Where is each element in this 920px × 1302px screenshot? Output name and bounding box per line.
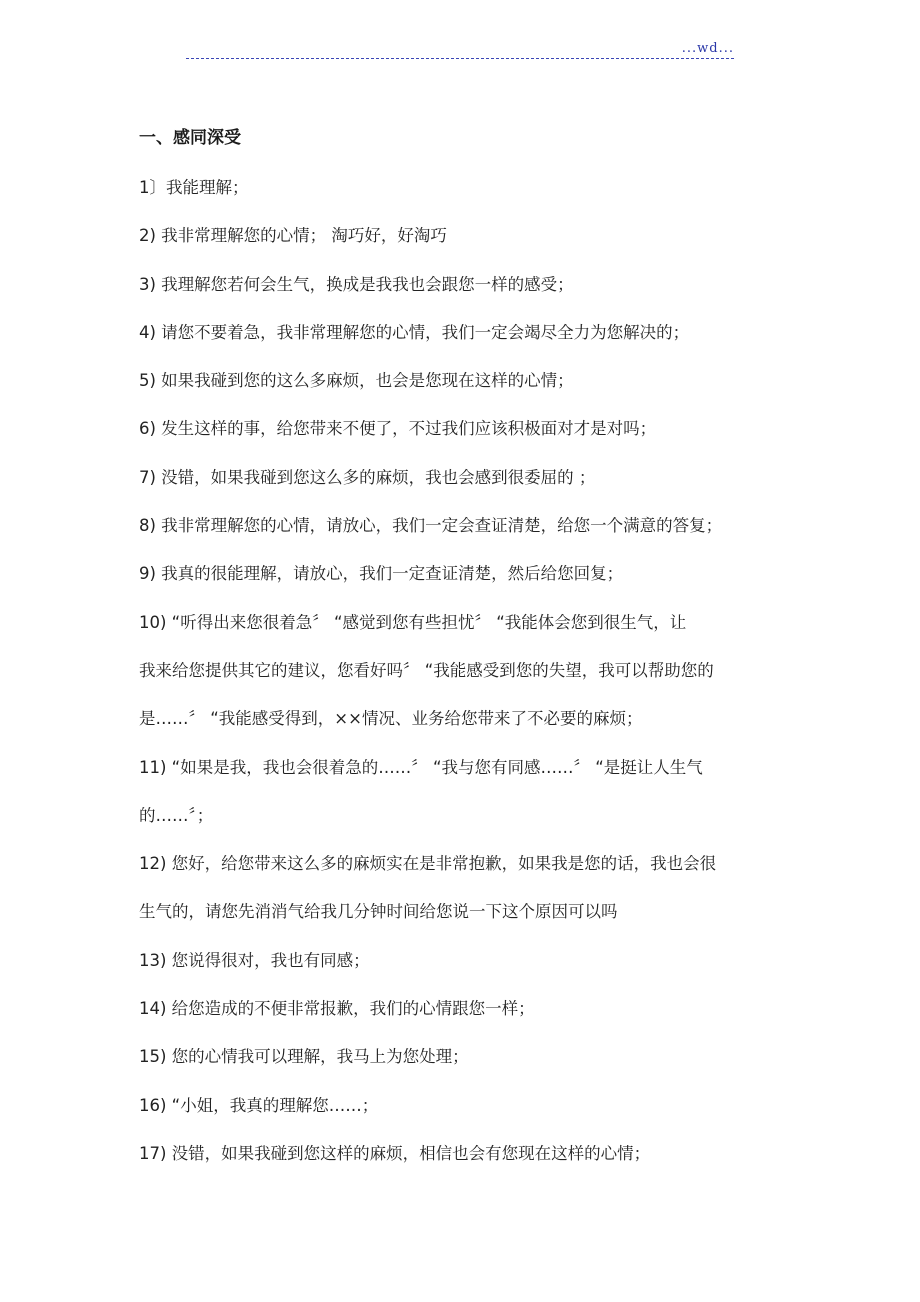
list-item: 7) 没错，如果我碰到您这么多的麻烦，我也会感到很委屈的 ； xyxy=(139,467,596,487)
list-item: 15) 您的心情我可以理解，我马上为您处理； xyxy=(139,1047,469,1067)
list-item: 17) 没错，如果我碰到您这样的麻烦，相信也会有您现在这样的心情； xyxy=(139,1143,651,1163)
list-item-continuation: 生气的，请您先消消气给我几分钟时间给您说一下这个原因可以吗 xyxy=(139,902,618,922)
list-item: 11) “如果是我，我也会很着急的……〞 “我与您有同感……〞 “是挺让人生气 xyxy=(139,757,703,777)
list-item: 4) 请您不要着急，我非常理解您的心情，我们一定会竭尽全力为您解决的； xyxy=(139,322,690,342)
list-item-continuation: 我来给您提供其它的建议，您看好吗〞 “我能感受到您的失望，我可以帮助您的 xyxy=(139,660,714,680)
header-dashed-rule xyxy=(186,58,734,59)
list-item: 13) 您说得很对，我也有同感； xyxy=(139,950,370,970)
section-title: 一、感同深受 xyxy=(139,128,241,148)
list-item: 12) 您好，给您带来这么多的麻烦实在是非常抱歉，如果我是您的话，我也会很 xyxy=(139,854,717,874)
document-body xyxy=(139,116,799,1178)
list-item-continuation: 是……〞 “我能感受得到，××情况、业务给您带来了不必要的麻烦； xyxy=(139,709,643,729)
list-item: 8) 我非常理解您的心情，请放心，我们一定会查证清楚，给您一个满意的答复； xyxy=(139,516,723,536)
list-item: 10) “听得出来您很着急〞 “感觉到您有些担忧〞 “我能体会您到很生气，让 xyxy=(139,612,687,632)
list-item: 6) 发生这样的事，给您带来不便了，不过我们应该积极面对才是对吗； xyxy=(139,419,657,439)
page-header xyxy=(186,40,734,62)
list-item: 1〕我能理解； xyxy=(139,178,249,197)
list-item: 3) 我理解您若何会生气，换成是我我也会跟您一样的感受； xyxy=(139,274,574,294)
list-item: 9) 我真的很能理解，请放心，我们一定查证清楚，然后给您回复； xyxy=(139,564,624,584)
list-item: 5) 如果我碰到您的这么多麻烦，也会是您现在这样的心情； xyxy=(139,371,574,391)
list-item: 16) “小姐，我真的理解您……； xyxy=(139,1095,379,1115)
list-item-continuation: 的……〞； xyxy=(139,805,214,825)
list-item: 14) 给您造成的不便非常报歉，我们的心情跟您一样； xyxy=(139,999,535,1019)
header-mark: ...wd... xyxy=(681,41,734,56)
list-item: 2) 我非常理解您的心情； 淘巧好，好淘巧 xyxy=(139,226,447,246)
